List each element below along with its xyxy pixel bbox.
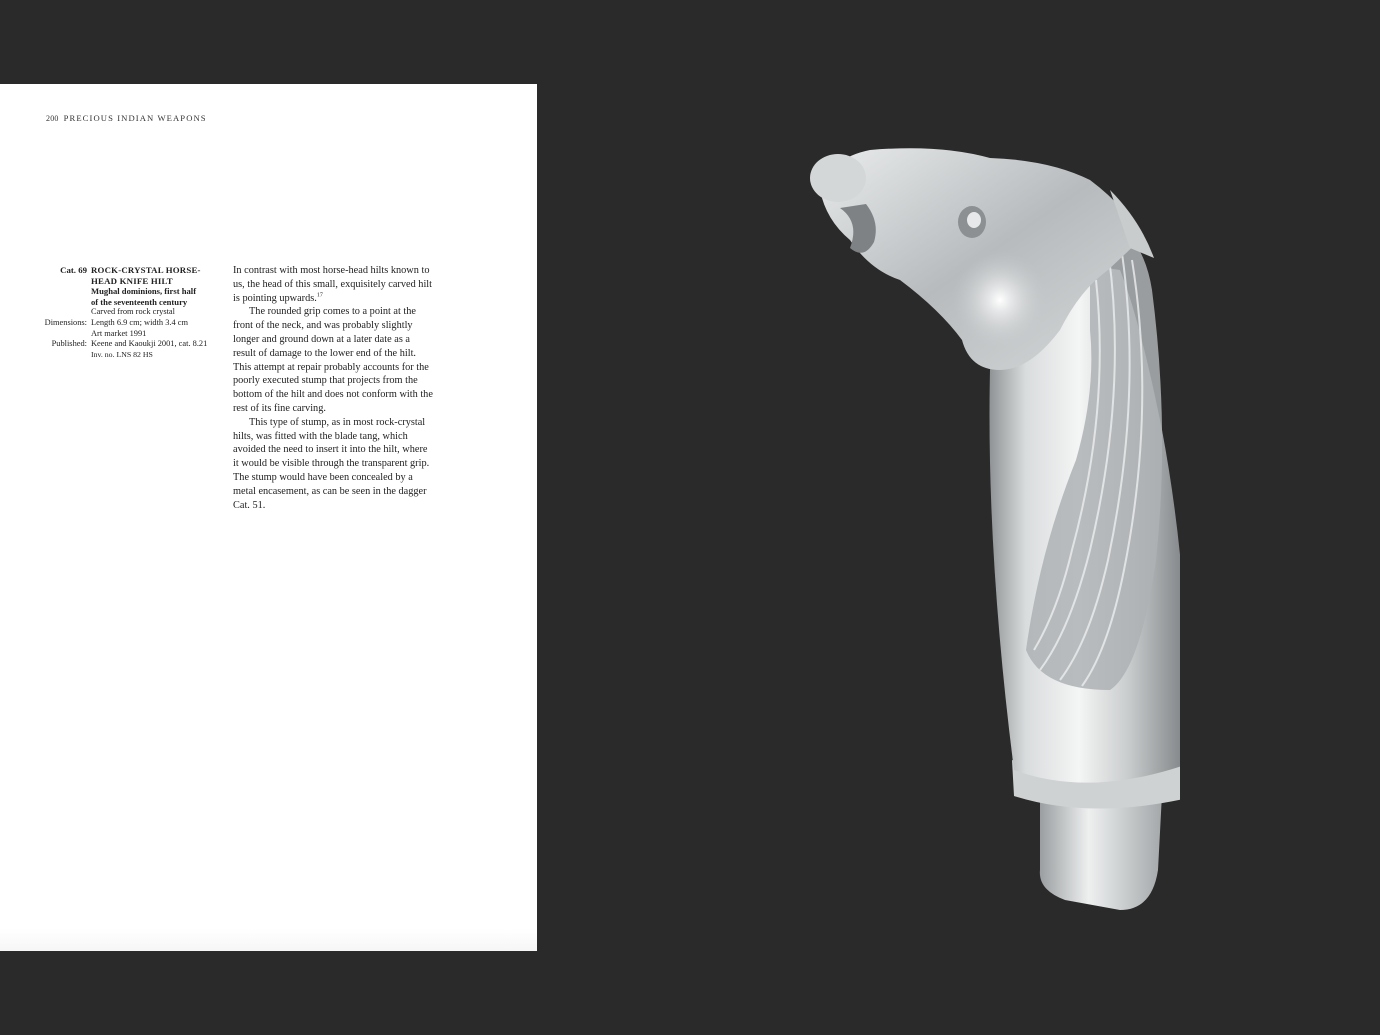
paragraph-3: This type of stump, as in most rock-crystal hilts, was fitted with the blade tang, which avoided the need to insert it into the hilt, where it would be visible through the transparent grip. The stump would have been concealed by a metal encasement, as can be seen in the dagger Cat. 51.	[233, 416, 430, 511]
footnote-ref: 17	[316, 292, 323, 299]
muzzle	[810, 154, 866, 202]
page-number: 200	[46, 114, 59, 123]
catalogue-entry	[40, 265, 220, 360]
hilt-photograph	[790, 130, 1180, 930]
running-head	[46, 113, 207, 123]
catalogue-number: Cat. 69	[60, 265, 87, 275]
material: Carved from rock crystal	[91, 307, 175, 317]
published-value: Keene and Kaoukji 2001, cat. 8.21	[91, 339, 208, 349]
paragraph-2: The rounded grip comes to a point at the front of the neck, and was probably slightly longer and ground down at a later date as a result of damage to the lower end of the hilt. This attempt at repair probably accounts for the poorly executed stump that projects from the bottom of the hilt and does not conform with the rest of its fine carving.	[233, 306, 433, 414]
left-page	[0, 84, 537, 951]
catalogue-title-line-1: ROCK-CRYSTAL HORSE-	[91, 265, 201, 275]
top-margin	[0, 0, 1380, 84]
book-title: PRECIOUS INDIAN WEAPONS	[63, 113, 207, 123]
bottom-margin	[0, 951, 1380, 1035]
paragraph-1	[233, 264, 433, 305]
provenance: Art market 1991	[91, 328, 147, 338]
published-label: Published:	[51, 339, 87, 349]
catalogue-title-line-2: HEAD KNIFE HILT	[91, 275, 173, 286]
page-edge-shadow	[0, 929, 537, 951]
origin-line-1: Mughal dominions, first half	[91, 286, 197, 297]
paragraph-1-text: In contrast with most horse-head hilts known to us, the head of this small, exquisitely carved hilt is pointing upwards.	[233, 265, 433, 304]
body-text	[233, 264, 433, 512]
origin-line-2: of the seventeenth century	[91, 296, 188, 307]
inventory-number: Inv. no. LNS 82 HS	[91, 349, 153, 359]
dimensions-label: Dimensions:	[44, 317, 87, 327]
dimensions-value: Length 6.9 cm; width 3.4 cm	[91, 317, 188, 327]
cheek	[952, 250, 1048, 350]
